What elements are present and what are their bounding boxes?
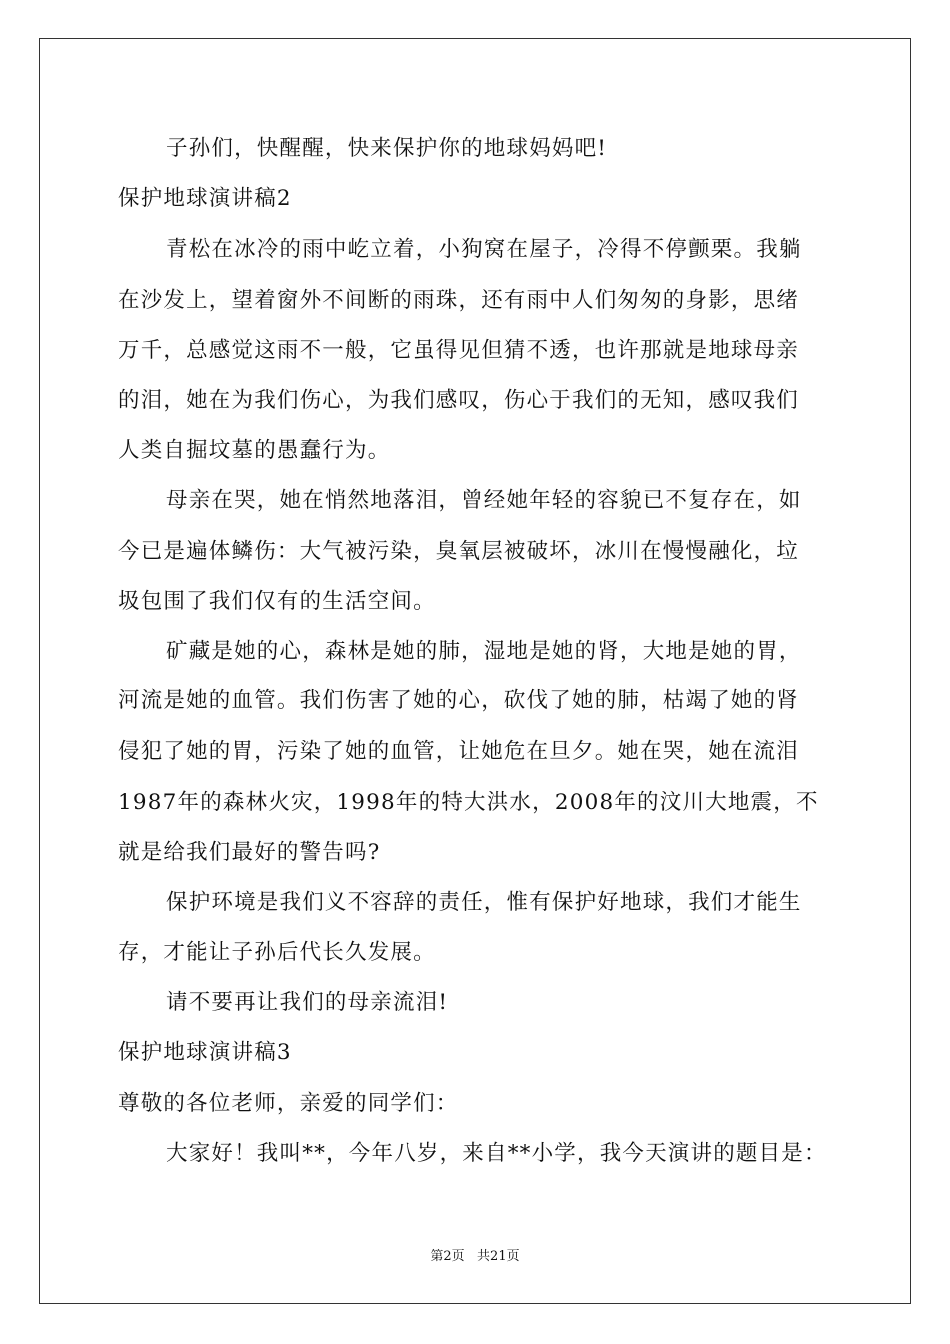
- text-line: 保护环境是我们义不容辞的责任，惟有保护好地球，我们才能生: [166, 890, 802, 915]
- text-line: 1987年的森林火灾，1998年的特大洪水，2008年的汶川大地震，不: [118, 790, 819, 815]
- text-line: 存，才能让子孙后代长久发展。: [118, 940, 436, 965]
- text-line: 人类自掘坟墓的愚蠢行为。: [118, 438, 391, 463]
- text-line: 河流是她的血管。我们伤害了她的心，砍伐了她的肺，枯竭了她的肾: [118, 688, 800, 713]
- text-line: 请不要再让我们的母亲流泪!: [166, 990, 449, 1015]
- text-line: 子孙们，快醒醒，快来保护你的地球妈妈吧!: [166, 136, 608, 161]
- text-line: 今已是遍体鳞伤：大气被污染，臭氧层被破坏，冰川在慢慢融化，垃: [118, 539, 800, 564]
- text-line: 在沙发上，望着窗外不间断的雨珠，还有雨中人们匆匆的身影，思绪: [118, 288, 800, 313]
- text-line: 圾包围了我们仅有的生活空间。: [118, 589, 436, 614]
- text-line: 青松在冰冷的雨中屹立着，小狗窝在屋子，冷得不停颤栗。我躺: [166, 237, 802, 262]
- text-line: 尊敬的各位老师，亲爱的同学们：: [118, 1091, 459, 1116]
- text-line: 母亲在哭，她在悄然地落泪，曾经她年轻的容貌已不复存在，如: [166, 488, 802, 513]
- text-line: 就是给我们最好的警告吗?: [118, 840, 381, 865]
- text-line: 侵犯了她的胃，污染了她的血管，让她危在旦夕。她在哭，她在流泪: [118, 739, 800, 764]
- page-number-footer: 第2页 共21页: [430, 1249, 520, 1264]
- text-line: 的泪，她在为我们伤心，为我们感叹，伤心于我们的无知，感叹我们: [118, 388, 800, 413]
- section-heading: 保护地球演讲稿3: [118, 1040, 292, 1065]
- text-line: 大家好！我叫**，今年八岁，来自**小学，我今天演讲的题目是：: [166, 1141, 827, 1166]
- text-line: 万千，总感觉这雨不一般，它虽得见但猜不透，也许那就是地球母亲: [118, 338, 800, 363]
- text-line: 矿藏是她的心，森林是她的肺，湿地是她的肾，大地是她的胃，: [166, 639, 802, 664]
- section-heading: 保护地球演讲稿2: [118, 186, 292, 211]
